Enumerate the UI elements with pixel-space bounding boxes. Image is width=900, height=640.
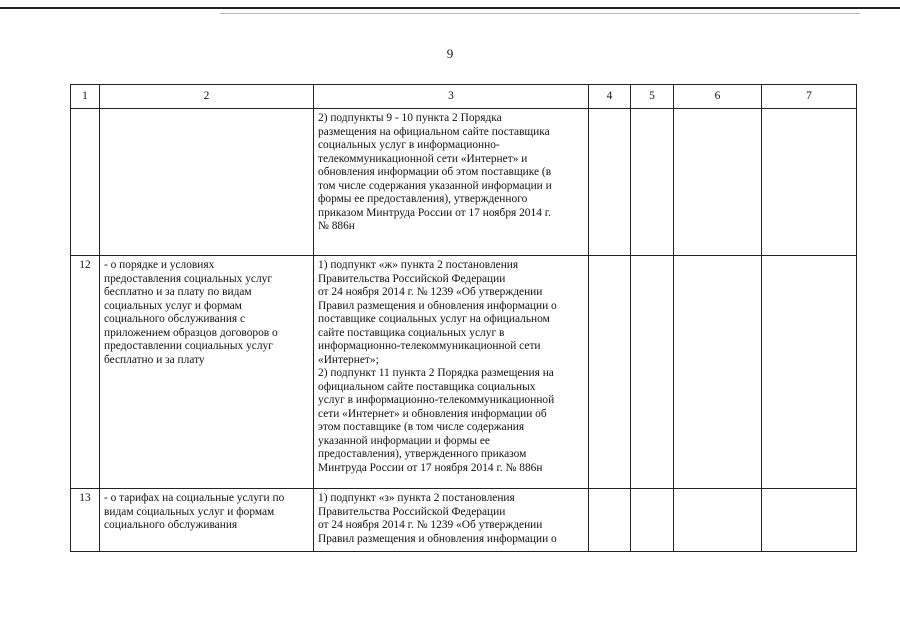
column-5-cell [631, 256, 674, 489]
column-header-2: 2 [100, 85, 314, 109]
column-4-cell [589, 256, 631, 489]
row-number-cell: 13 [71, 489, 100, 552]
info-cell: - о тарифах на социальные услуги по видам социальных услуг и формам социального обслуживания [100, 489, 314, 552]
info-cell: - о порядке и условиях предоставления социальных услуг бесплатно и за плату по видам социальных услуг и формам социального обслуживания с приложением образцов договоров о предоставлении социальных услуг бесплатно и за плату [100, 256, 314, 489]
column-6-cell [674, 256, 762, 489]
column-header-6: 6 [674, 85, 762, 109]
column-header-7: 7 [762, 85, 857, 109]
column-5-cell [631, 489, 674, 552]
column-4-cell [589, 489, 631, 552]
row-number-cell [71, 109, 100, 256]
column-6-cell [674, 109, 762, 256]
table-row [71, 489, 857, 552]
legal-basis-cell: 2) подпункты 9 - 10 пункта 2 Порядка размещения на официальном сайте поставщика социальных услуг в информационно- телекоммуникационной сети «Интернет» и обновления информации об этом поставщике (в том числе содержания указанной информации и формы ее предоставления), утвержденного приказом Минтруда России от 17 ноября 2014 г. № 886н [314, 109, 589, 256]
column-7-cell [762, 489, 857, 552]
legal-basis-cell: 1) подпункт «ж» пункта 2 постановления Правительства Российской Федерации от 24 ноября 2014 г. № 1239 «Об утверждении Правил размещения и обновления информации о поставщике социальных услуг на официальном сайте поставщика социальных услуг в информационно-телекоммуникационной сети «Интернет»; 2) подпункт 11 пункта 2 Порядка размещения на официальном сайте поставщика социальных услуг в информационно-телекоммуникационной сети «Интернет» и обновления информации об этом поставщике (в том числе содержания указанной информации и формы ее предоставления), утвержденного приказом Минтруда России от 17 ноября 2014 г. № 886н [314, 256, 589, 489]
column-7-cell [762, 256, 857, 489]
info-cell [100, 109, 314, 256]
page-number: 9 [446, 46, 454, 61]
column-number-row [71, 85, 857, 109]
column-5-cell [631, 109, 674, 256]
table-row [71, 256, 857, 489]
column-7-cell [762, 109, 857, 256]
column-6-cell [674, 489, 762, 552]
column-header-3: 3 [314, 85, 589, 109]
column-header-4: 4 [589, 85, 631, 109]
top-border-line [0, 7, 900, 9]
top-border-thin-line [220, 13, 860, 14]
legal-basis-cell: 1) подпункт «з» пункта 2 постановления Правительства Российской Федерации от 24 ноября 2014 г. № 1239 «Об утверждении Правил размещения и обновления информации о [314, 489, 589, 552]
column-4-cell [589, 109, 631, 256]
column-header-1: 1 [71, 85, 100, 109]
table-row [71, 109, 857, 256]
row-number-cell: 12 [71, 256, 100, 489]
requirements-table [70, 84, 857, 552]
column-header-5: 5 [631, 85, 674, 109]
